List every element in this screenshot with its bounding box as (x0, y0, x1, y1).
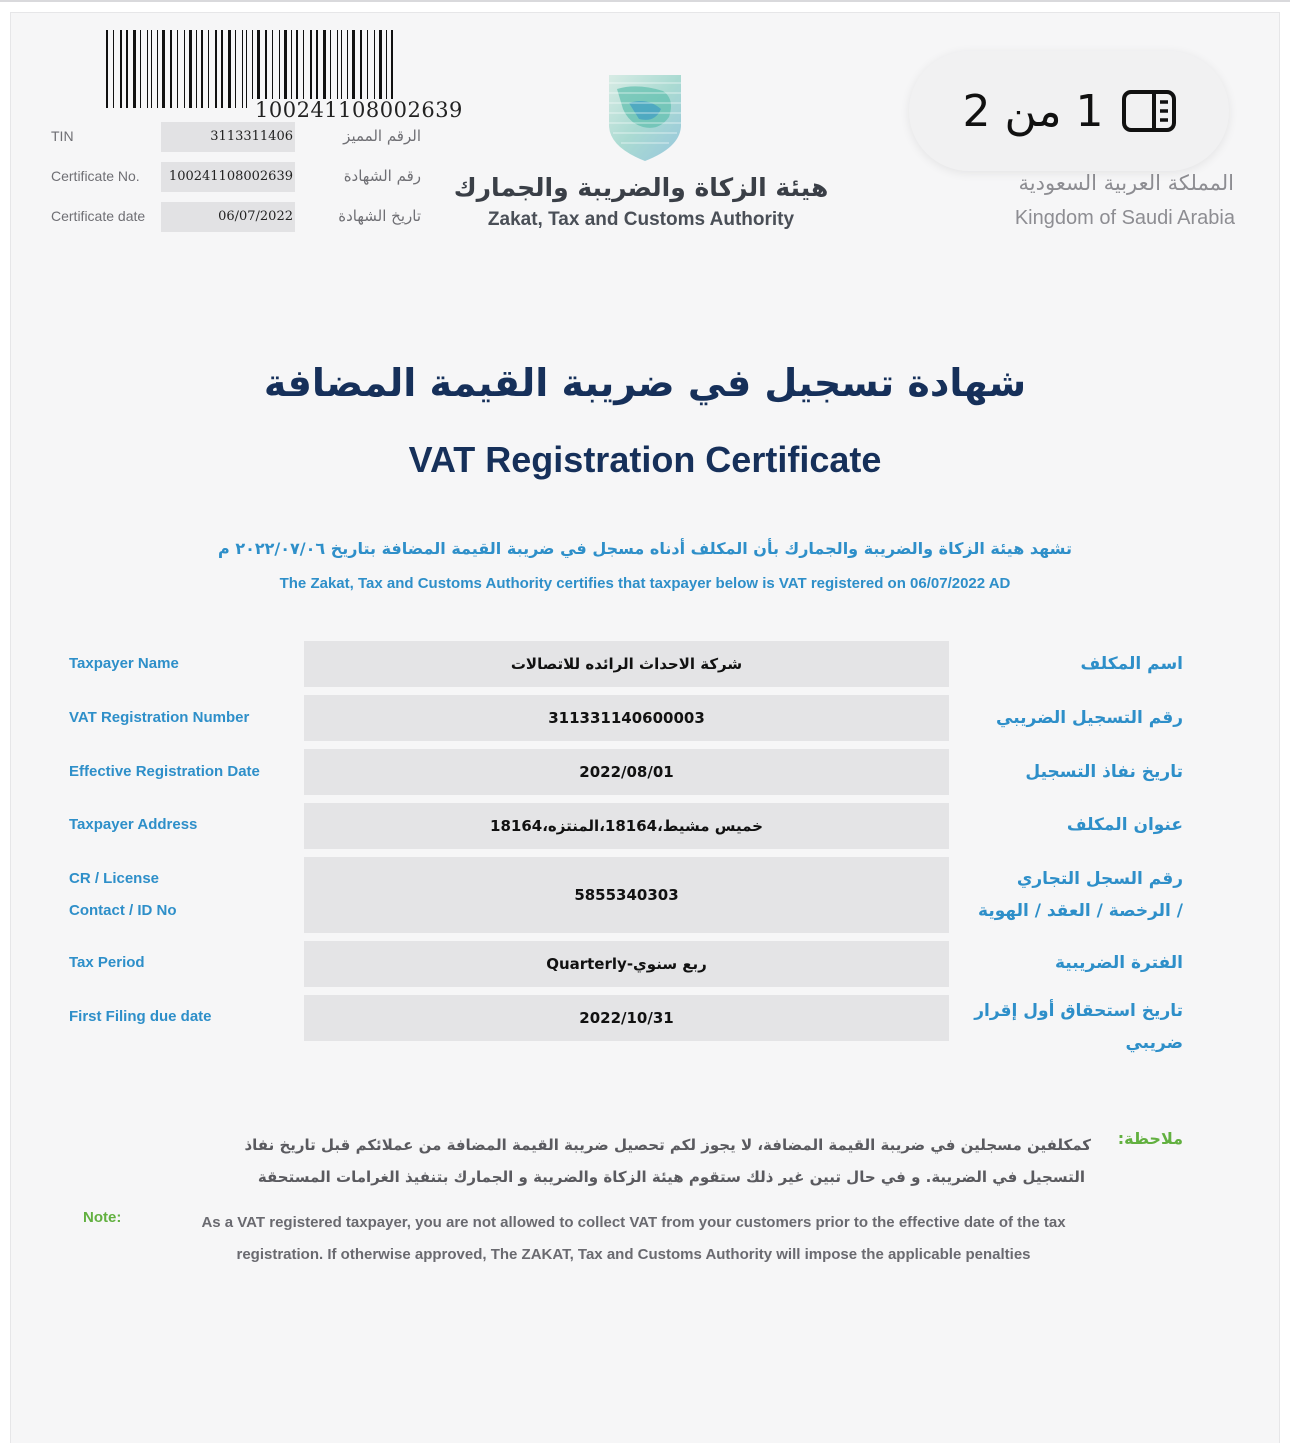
meta-label-en: TIN (51, 128, 74, 144)
barcode-bar (257, 30, 260, 108)
certify-statement-en: The Zakat, Tax and Customs Authority certifies that taxpayer below is VAT registered on 06/07/2022 AD (279, 575, 1011, 592)
row-label-ar: / الرخصة / العقد / الهوية (978, 901, 1183, 921)
barcode-bar (170, 30, 172, 108)
meta-label-en: Certificate No. (51, 168, 140, 184)
note-line-en: registration. If otherwise approved, The ZAKAT, Tax and Customs Authority will impose the applicable penalties (236, 1246, 1031, 1263)
authority-name-ar: هيئة الزكاة والضريبة والجمارك (453, 173, 829, 202)
barcode-bar (235, 30, 236, 108)
barcode-bar (215, 30, 217, 108)
row-label-en: Tax Period (69, 954, 145, 971)
row-value: خميس مشيط،18164،المنتزه،18164 (304, 803, 949, 849)
barcode-bar (133, 30, 136, 108)
barcode-bar (208, 30, 209, 108)
barcode-bar (252, 30, 253, 108)
barcode-bar (196, 30, 197, 108)
meta-label-en: Certificate date (51, 208, 146, 224)
barcode-bar (246, 30, 247, 108)
meta-value: 3113311406 (161, 122, 295, 152)
note-line-ar: كمكلفين مسجلين في ضريبة القيمة المضافة، لا يجوز لكم تحصيل ضريبة القيمة المضافة من عملائكم قبل تاريخ نفاذ (244, 1136, 1091, 1154)
note-line-en: As a VAT registered taxpayer, you are not allowed to collect VAT from your customers prior to the effective date of the tax (201, 1214, 1066, 1231)
barcode-bar (242, 30, 243, 108)
meta-row-certificate-date (51, 202, 421, 232)
row-label-en: VAT Registration Number (69, 709, 250, 726)
barcode-bar (140, 30, 141, 108)
page-indicator-label: 1 من 2 (962, 85, 1104, 137)
barcode-bar (347, 30, 348, 108)
barcode-bar (360, 30, 362, 108)
note-label-ar: ملاحظة: (1117, 1129, 1183, 1148)
barcode-bar (316, 30, 318, 108)
barcode-bar (120, 30, 122, 108)
barcode-bar (279, 30, 280, 108)
barcode-bar (284, 30, 287, 108)
certificate-title-en: VAT Registration Certificate (408, 439, 882, 480)
barcode-bar (337, 30, 338, 108)
barcode-bar (379, 30, 382, 108)
barcode-bar (221, 30, 223, 108)
row-label-en: Contact / ID No (69, 902, 177, 919)
barcode-bar (310, 30, 312, 108)
barcode-bar (265, 30, 267, 108)
barcode-bars (106, 30, 398, 108)
barcode-bar (291, 30, 292, 108)
barcode-bar (374, 30, 375, 108)
row-label-en: Taxpayer Name (69, 655, 179, 672)
barcode-bar (296, 30, 298, 108)
row-value: 5855340303 (304, 857, 949, 933)
certify-statement-ar: تشهد هيئة الزكاة والضريبة والجمارك بأن المكلف أدناه مسجل في ضريبة القيمة المضافة بتاريخ ٢٠٢٢/٠٧/٠٦ م (218, 539, 1072, 558)
barcode-bar (341, 30, 342, 108)
reader-view-icon (1122, 90, 1176, 132)
barcode-bar (126, 30, 128, 108)
page-indicator-pill[interactable] (909, 51, 1229, 171)
barcode-bar (113, 30, 114, 108)
note-text-en (171, 1207, 1096, 1271)
row-label-en: Taxpayer Address (69, 816, 198, 833)
kingdom-name-ar: المملكة العربية السعودية (1018, 171, 1234, 195)
top-divider (0, 0, 1290, 2)
barcode-bar (386, 30, 387, 108)
row-value: شركة الاحداث الرائده للاتصالات (304, 641, 949, 687)
meta-row-tin (51, 122, 421, 152)
row-label-ar: اسم المكلف (1080, 654, 1183, 674)
authority-name-en: Zakat, Tax and Customs Authority (487, 209, 795, 230)
row-label-ar: رقم التسجيل الضريبي (996, 708, 1183, 728)
row-label-ar: عنوان المكلف (1066, 815, 1183, 835)
kingdom-name-en: Kingdom of Saudi Arabia (1014, 207, 1235, 229)
barcode-bar (189, 30, 192, 108)
barcode-bar (228, 30, 231, 108)
row-label-en: Effective Registration Date (69, 763, 260, 780)
row-label-ar: تاريخ نفاذ التسجيل (1025, 762, 1183, 782)
note-label-en: Note: (83, 1209, 122, 1226)
barcode-bar (323, 30, 326, 108)
meta-label-ar: الرقم المميز (343, 127, 421, 145)
authority-logo-icon (603, 69, 687, 165)
barcode-bar (162, 30, 165, 108)
row-label-en: CR / License (69, 870, 160, 887)
row-value: 2022/08/01 (304, 749, 949, 795)
meta-value: 06/07/2022 (161, 202, 295, 232)
barcode (106, 30, 463, 122)
barcode-bar (303, 30, 304, 108)
row-value: ربع سنوي-Quarterly (304, 941, 949, 987)
certificate-page[interactable] (10, 12, 1280, 1443)
note-line-ar: التسجيل في الضريبة. و في حال تبين غير ذلك ستقوم هيئة الزكاة والضريبة و الجمارك بتنفيذ الغرامات المستحقة (257, 1168, 1085, 1186)
barcode-bar (272, 30, 273, 108)
barcode-bar (177, 30, 178, 108)
meta-label-ar: تاريخ الشهادة (338, 207, 421, 225)
row-value: 2022/10/31 (304, 995, 949, 1041)
barcode-bar (201, 30, 203, 108)
meta-row-certificate-no (51, 162, 421, 192)
barcode-bar (391, 30, 393, 108)
row-label-en: First Filing due date (69, 1008, 212, 1025)
barcode-bar (106, 30, 108, 108)
certificate-title-ar: شهادة تسجيل في ضريبة القيمة المضافة (263, 361, 1027, 405)
barcode-bar (367, 30, 368, 108)
row-label-ar: ضريبي (1125, 1033, 1183, 1053)
row-label-ar: الفترة الضريبية (1054, 953, 1183, 973)
meta-label-ar: رقم الشهادة (343, 167, 421, 185)
note-text-ar (201, 1129, 1091, 1193)
row-label-ar: تاريخ استحقاق أول إقرار (974, 1001, 1183, 1021)
barcode-bar (147, 30, 148, 108)
barcode-number: 100241108002639 (251, 99, 467, 121)
barcode-bar (330, 30, 331, 108)
barcode-bar (352, 30, 355, 108)
row-label-ar: رقم السجل التجاري (1016, 869, 1183, 889)
barcode-bar (184, 30, 185, 108)
row-value: 311331140600003 (304, 695, 949, 741)
barcode-bar (157, 30, 158, 108)
meta-value: 100241108002639 (161, 162, 295, 192)
barcode-bar (151, 30, 152, 108)
